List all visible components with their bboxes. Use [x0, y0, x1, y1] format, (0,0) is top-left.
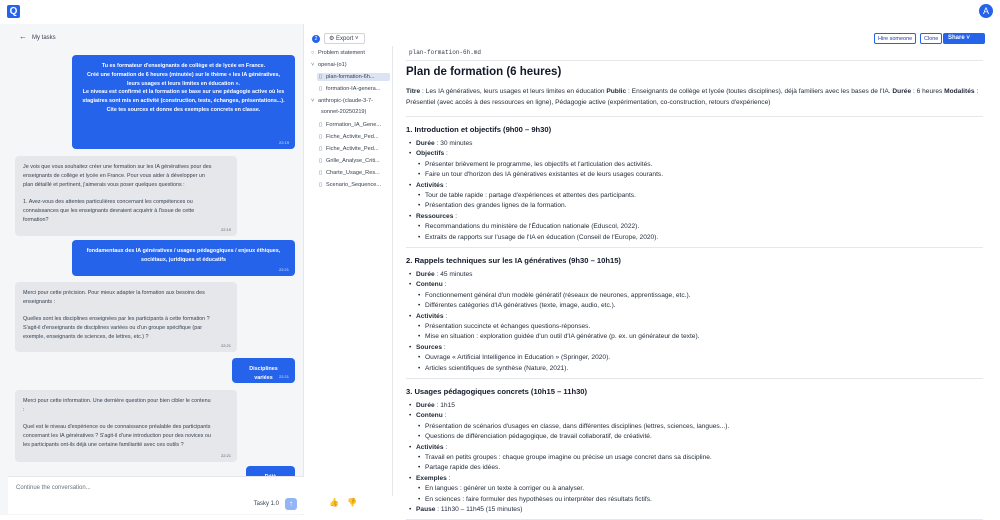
list-item — [416, 182, 447, 189]
list-item — [416, 475, 450, 482]
message-time: 22:19 — [220, 226, 231, 232]
doc-field-value: : — [974, 88, 979, 95]
list-item — [425, 192, 636, 199]
doc-field-label: Durée — [892, 88, 912, 95]
tree-item[interactable] — [319, 182, 381, 188]
divider — [406, 247, 983, 248]
chat-panel — [0, 24, 304, 515]
list-item-label: Objectifs — [416, 150, 445, 158]
doc-field-value: : 6 heures — [911, 88, 945, 95]
divider — [406, 378, 983, 379]
list-item-text: Présenter brièvement le programme, les objectifs et l'articulation des activités. — [425, 160, 653, 168]
assistant-message — [15, 390, 237, 462]
doc-field-label: Public — [606, 88, 627, 95]
list-item-text: Présentation des grandes lignes de la formation. — [425, 202, 567, 210]
list-item-label: Contenu — [416, 281, 443, 289]
list-item-text: : — [453, 212, 458, 220]
tree-item-label: formation-IA-genera... — [326, 86, 381, 92]
list-item — [416, 213, 457, 220]
list-item-text: : — [446, 474, 451, 482]
chevron-down-icon: ˅ — [311, 62, 315, 68]
list-item — [416, 506, 522, 513]
message-time: 22:21 — [278, 266, 289, 272]
message-text: Tu es formateur d'enseignants de collège et de lycée en France. Créé une formation de 6 heures (minutée) sur le thème « les IA génératives, leurs usages et leurs limites en éducation ». Le niveau est confirmé et la formation se base sur une pédagogie active où les stagiaires sont mis en activité (construction, tests, échanges, présentations...). Cite tes sources et donne des exemples concrets en classe. — [82, 63, 285, 113]
doc-field-value: : Les IA génératives, leurs usages et leurs limites en éducation — [420, 88, 607, 95]
list-item — [425, 496, 652, 503]
hire-someone-button[interactable]: Hire someone — [874, 33, 916, 44]
list-item-text: : 45 minutes — [434, 271, 473, 278]
doc-intro — [406, 86, 983, 108]
message-text: Je vois que vous souhaitez créer une formation sur les IA génératives pour des enseignants de collège et lycée en France. Pour vous aider à développer un plan détaillé et pertinent, j'aimerais vous poser quelques questions : 1. Avez-vous des attentes particulières concernant les compétences ou connaissances que les enseignants devraient acquérir à l'issue de cette formation? — [23, 164, 212, 223]
tree-item[interactable] — [319, 122, 381, 128]
thumbs-down-icon[interactable]: 👎 — [347, 498, 357, 507]
artifact-panel — [305, 24, 1000, 515]
list-item — [416, 271, 472, 278]
list-item — [416, 313, 447, 320]
list-item — [425, 302, 616, 309]
file-tree — [305, 46, 392, 516]
list-item-text: : — [442, 281, 447, 289]
export-label: Export — [336, 36, 354, 42]
list-item-text: Travail en petits groupes : chaque groupe imagine ou précise un usage concret dans sa discipline. — [425, 454, 712, 461]
message-time: 22:21 — [220, 342, 231, 348]
assistant-message — [15, 156, 237, 236]
tree-item-label: Problem statement — [318, 50, 365, 56]
clone-button[interactable]: Clone — [920, 33, 942, 44]
user-avatar[interactable]: A — [979, 4, 993, 18]
list-item — [425, 423, 729, 430]
list-item — [425, 354, 610, 361]
list-item-label: Durée — [416, 402, 435, 409]
list-item-text: : — [443, 312, 448, 320]
share-label: Share — [948, 35, 965, 41]
tree-item[interactable] — [311, 98, 373, 104]
section-heading: 1. Introduction et objectifs (9h00 – 9h30) — [406, 125, 552, 134]
message-time: 22:21 — [278, 373, 289, 379]
tree-item-label: plan-formation-6h... — [326, 74, 375, 80]
list-item-text: : — [444, 150, 448, 158]
divider — [406, 60, 983, 61]
user-message — [72, 240, 295, 276]
tree-item[interactable] — [311, 62, 347, 68]
list-item-text: : 30 minutes — [434, 140, 473, 147]
send-button[interactable]: ↑ — [285, 498, 297, 510]
assistant-message — [15, 282, 237, 352]
list-item-text: Faire un tour d'horizon des IA génératives existantes et de leurs usages courants. — [425, 171, 664, 179]
file-icon: ▯ — [319, 170, 323, 176]
user-message — [232, 358, 295, 383]
message-time: 22:19 — [278, 139, 289, 145]
list-item — [425, 171, 663, 178]
conversation[interactable] — [0, 52, 304, 472]
list-item-label: Durée — [416, 140, 435, 147]
list-item-text: : — [443, 443, 448, 451]
list-item — [425, 234, 658, 241]
list-item-text: Ouvrage « Artificial Intelligence in Education » (Springer, 2020). — [425, 354, 611, 362]
list-item-text: Recommandations du ministère de l'Éducation nationale (Eduscol, 2022). — [425, 223, 640, 231]
list-item — [425, 323, 590, 330]
list-item-text: En langues : générer un texte à corriger ou à analyser. — [425, 485, 585, 493]
file-icon: ▯ — [319, 74, 323, 80]
tree-item[interactable] — [317, 73, 390, 81]
message-text: Merci pour cette information. Une dernière question pour bien cibler le contenu : Quel est le niveau d'expérience ou de connaissance préalable des participants concernant les IA génératives ? S'agit-il d'une introduction pour des novices ou les participants ont-ils déjà une certaine familiarité avec ces outils ? — [23, 398, 211, 448]
file-icon: ▯ — [319, 146, 323, 152]
tree-item-label: Scenario_Sequence... — [326, 182, 382, 188]
toolbar — [305, 32, 1000, 46]
list-item — [425, 223, 639, 230]
divider — [406, 116, 983, 117]
doc-field-value: : Enseignants de collège et lycée (toutes disciplines), déjà familiers avec les bases de l'IA. — [626, 88, 893, 95]
user-message — [72, 55, 295, 149]
list-item — [416, 344, 446, 351]
list-item — [416, 402, 455, 409]
divider — [392, 46, 393, 496]
tree-item[interactable] — [319, 146, 379, 152]
tree-item-label: openai-(o1) — [318, 62, 347, 68]
list-item — [425, 292, 691, 299]
list-item — [425, 485, 584, 492]
list-item-label: Sources — [416, 343, 443, 351]
share-button[interactable]: Share ˅ — [943, 33, 985, 44]
list-item-label: Exemples — [416, 474, 447, 482]
tree-item[interactable] — [319, 158, 380, 164]
tree-item-label: Grille_Analyse_Criti... — [326, 158, 380, 164]
list-item-text: Questions de différenciation pédagogique, de travail collaboratif, de créativité. — [425, 433, 652, 441]
list-item-text: : — [442, 343, 446, 351]
tree-item[interactable] — [319, 86, 380, 92]
my-tasks-label: My tasks — [32, 35, 56, 41]
list-item — [425, 202, 567, 209]
list-item-text: Fonctionnement général d'un modèle génératif (réseaux de neurones, apprentissage, etc.). — [425, 291, 691, 299]
list-item-label: Contenu — [416, 412, 443, 420]
file-icon: ▯ — [319, 182, 323, 188]
list-item-text: : 11h30 – 11h45 (15 minutes) — [435, 506, 523, 513]
list-item — [416, 444, 447, 451]
file-icon: ▯ — [319, 86, 323, 92]
export-button[interactable]: ⚙ Export ˅ — [324, 33, 365, 44]
tree-item[interactable] — [321, 109, 366, 115]
list-item — [425, 365, 568, 372]
composer-input[interactable]: Continue the conversation... — [16, 485, 91, 491]
top-bar — [0, 0, 1000, 24]
app-logo[interactable]: Q — [7, 5, 20, 18]
list-item-text: Partage rapide des idées. — [425, 464, 501, 472]
tree-item[interactable] — [311, 50, 365, 56]
thumbs-up-icon[interactable]: 👍 — [329, 498, 339, 507]
tree-item[interactable] — [319, 134, 379, 140]
message-text: Merci pour cette précision. Pour mieux adapter la formation aux besoins des enseignants : Quelles sont les disciplines enseignées par les participants à cette formation ? S'agit-il d'enseignants de disciplines variées ou d'un groupe spécifique (par exemple, enseignants de sciences, de lettres, etc.) ? — [23, 290, 210, 340]
export-icon: ⚙ — [329, 36, 337, 42]
version-badge[interactable]: 2 — [312, 35, 320, 43]
list-item-text: Tour de table rapide : partage d'expériences et attentes des participants. — [425, 192, 636, 199]
tree-item-label: Fiche_Activite_Ped... — [326, 134, 379, 140]
tree-item-label: Formation_IA_Gene... — [326, 122, 382, 128]
doc-title: Plan de formation (6 heures) — [406, 66, 562, 78]
tree-item-label: anthropic-(claude-3-7- — [318, 98, 374, 104]
list-item-text: Présentation succincte et échanges questions-réponses. — [425, 323, 591, 330]
tree-item-label: Fiche_Activite_Ped... — [326, 146, 379, 152]
list-item — [425, 454, 712, 461]
list-item-text: Présentation de scénarios d'usages en classe, dans différentes disciplines (lettres, sciences, langues...). — [425, 422, 730, 430]
chevron-down-icon: ˅ — [311, 98, 315, 104]
composer[interactable] — [8, 476, 304, 514]
list-item-text: : — [442, 412, 447, 420]
list-item-label: Durée — [416, 271, 435, 278]
list-item-label: Pause — [416, 506, 436, 513]
doc-field-value: Présentiel (avec accès à des ressources en ligne), Pédagogie active (expérimentation, co-construction, retours d'expérience) — [406, 99, 771, 106]
doc-field-label: Modalités — [944, 88, 975, 95]
back-arrow-icon: ← — [19, 32, 27, 41]
list-item-text: Articles scientifiques de synthèse (Nature, 2021). — [425, 364, 569, 372]
list-item-label: Activités — [416, 312, 444, 320]
list-item — [416, 412, 446, 419]
message-text: Disciplines variées — [249, 366, 280, 381]
list-item — [416, 140, 472, 147]
message-text: fondamentaux des IA génératives / usages pédagogiques / enjeux éthiques, sociétaux, juridiques et éducatifs — [86, 248, 281, 263]
list-item — [416, 150, 448, 157]
list-item — [425, 333, 700, 340]
section-heading: 2. Rappels techniques sur les IA génératives (9h30 – 10h15) — [406, 256, 621, 265]
section-heading: 3. Usages pédagogiques concrets (10h15 – 11h30) — [406, 387, 588, 396]
file-icon: ▯ — [319, 134, 323, 140]
list-item-text: Mise en situation : exploration guidée d'un outil d'IA générative (p. ex. un générateur de texte). — [425, 333, 700, 341]
list-item-label: Ressources — [416, 212, 454, 220]
list-item — [425, 161, 652, 168]
list-item-text: : — [443, 181, 448, 189]
list-item — [425, 464, 500, 471]
my-tasks-link[interactable] — [19, 32, 56, 41]
tree-item[interactable] — [319, 170, 380, 176]
list-item-text: Extraits de rapports sur l'usage de l'IA en éducation (Conseil de l'Europe, 2020). — [425, 233, 659, 241]
list-item-text: : 1h15 — [434, 402, 455, 409]
list-item-text: Différentes catégories d'IA génératives (texte, image, audio, etc.). — [425, 302, 616, 310]
list-item-text: En sciences : faire formuler des hypothèses ou interpréter des résultats fictifs. — [425, 495, 652, 503]
file-icon: ▯ — [319, 158, 323, 164]
tree-item-label: sonnet-20250219) — [321, 109, 367, 115]
list-item — [416, 281, 446, 288]
file-name: plan-formation-6h.md — [409, 49, 482, 56]
model-selector[interactable]: Tasky 1.0 — [253, 501, 279, 507]
document-viewer — [406, 46, 996, 516]
list-item-label: Activités — [416, 443, 444, 451]
file-icon: ▯ — [319, 122, 323, 128]
doc-field-label: Titre — [406, 88, 421, 95]
list-item — [425, 433, 652, 440]
tree-item-label: Charte_Usage_Res... — [326, 170, 380, 176]
message-time: 22:21 — [220, 452, 231, 458]
info-icon: ○ — [311, 50, 315, 56]
list-item-label: Activités — [416, 181, 444, 189]
